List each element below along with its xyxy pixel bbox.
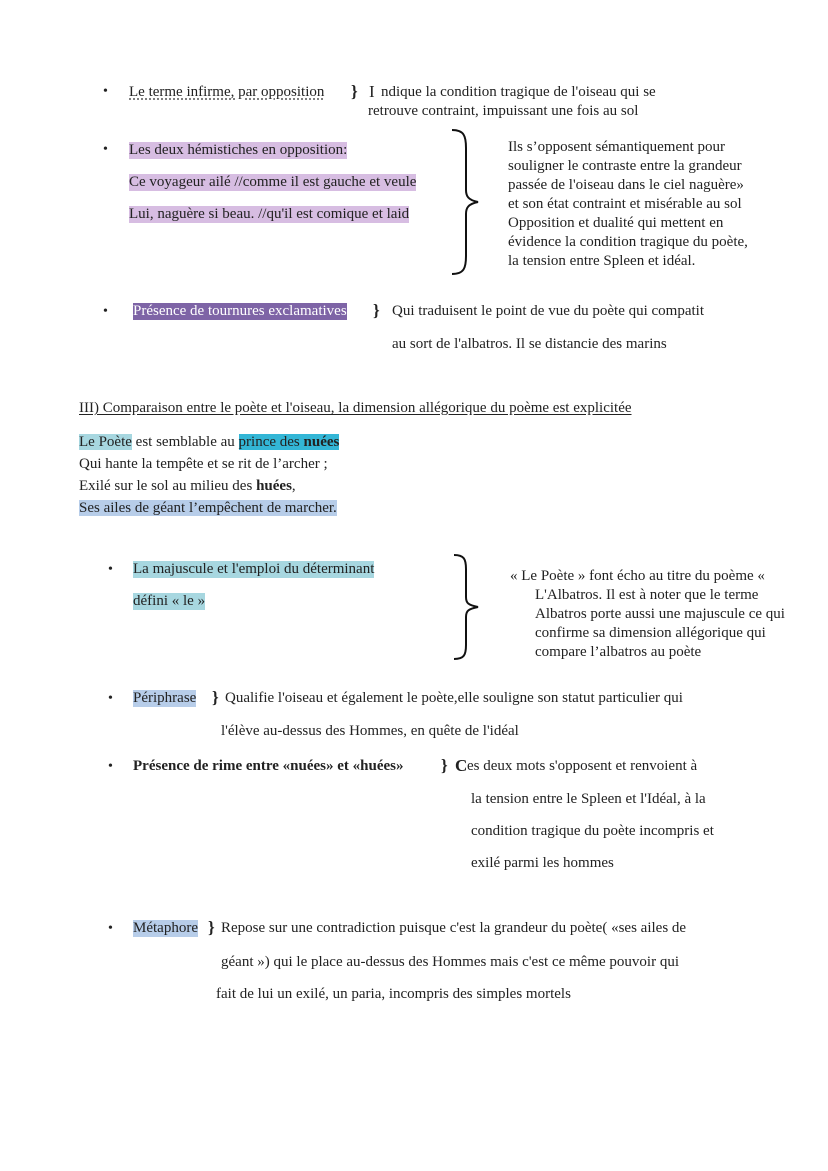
- periphrase-term: Périphrase: [133, 690, 197, 706]
- explanation-line: évidence la condition tragique du poète,: [508, 234, 748, 250]
- explanation-line: la tension entre le Spleen et l'Idéal, à la: [471, 791, 706, 807]
- majuscule-term: défini « le »: [133, 593, 206, 609]
- verse-line: Lui, naguère si beau. //qu'il est comique et laid: [129, 206, 410, 222]
- drop-letter: C: [455, 756, 468, 775]
- verse-line: Qui hante la tempête et se rit de l’archer ;: [79, 456, 328, 472]
- explanation-line: Qualifie l'oiseau et également le poète,elle souligne son statut particulier qui: [225, 690, 683, 706]
- brace-small: }: [212, 688, 219, 707]
- explanation-line: exilé parmi les hommes: [471, 855, 614, 871]
- explanation-line: es deux mots s'opposent et renvoient à: [467, 758, 698, 774]
- drop-letter: I: [369, 82, 375, 101]
- explanation-line: retrouve contraint, impuissant une fois au sol: [368, 103, 639, 119]
- bullet-marker: •: [108, 759, 113, 774]
- explanation-line: compare l’albatros au poète: [535, 644, 702, 660]
- explanation-line: L'Albatros. Il est à noter que le terme: [535, 587, 759, 603]
- majuscule-term: La majuscule et l'emploi du déterminant: [133, 561, 375, 577]
- explanation-line: l'élève au-dessus des Hommes, en quête de l'idéal: [221, 723, 519, 739]
- term-infirme: Le terme infirme, par opposition: [129, 84, 325, 100]
- explanation-line: géant ») qui le place au-dessus des Hommes mais c'est ce même pouvoir qui: [221, 954, 679, 970]
- brace-small: }: [441, 756, 448, 775]
- curly-brace-icon: [448, 128, 488, 276]
- explanation-line: fait de lui un exilé, un paria, incompris des simples mortels: [216, 986, 571, 1002]
- metaphore-term: Métaphore: [133, 920, 198, 936]
- explanation-line: Ils s’opposent sémantiquement pour: [508, 139, 726, 155]
- explanation-line: et son état contraint et misérable au sol: [508, 196, 742, 212]
- poem-stanza: [79, 431, 339, 519]
- majuscule-explanation: [510, 567, 785, 662]
- verse-line: Ses ailes de géant l’empêchent de marcher.: [79, 500, 337, 516]
- bullet-marker: •: [108, 562, 113, 577]
- explanation-line: Qui traduisent le point de vue du poète qui compatit: [392, 303, 705, 319]
- brace-small: }: [208, 918, 215, 937]
- section-heading: III) Comparaison entre le poète et l'oiseau, la dimension allégorique du poème est explicitée: [79, 400, 632, 416]
- brace-small: }: [351, 82, 358, 101]
- bullet-marker: •: [108, 691, 113, 706]
- curly-brace-icon: [450, 553, 490, 661]
- verse-line: Ce voyageur ailé //comme il est gauche et veule: [129, 174, 417, 190]
- hemistiches-title: Les deux hémistiches en opposition:: [129, 142, 348, 158]
- explanation-line: Opposition et dualité qui mettent en: [508, 215, 724, 231]
- hemistiches-explanation: [508, 138, 748, 271]
- verse-line: Exilé sur le sol au milieu des huées,: [79, 478, 296, 494]
- exclamatives-term: Présence de tournures exclamatives: [133, 303, 347, 319]
- verse-line: Le Poète est semblable au prince des nuées: [79, 434, 340, 450]
- explanation-line: condition tragique du poète incompris et: [471, 823, 714, 839]
- explanation-line: la tension entre Spleen et idéal.: [508, 253, 696, 269]
- brace-small: }: [373, 301, 380, 320]
- bullet-marker: •: [103, 142, 108, 157]
- bullet-marker: •: [103, 84, 108, 99]
- rime-term: Présence de rime entre «nuées» et «huées»: [133, 758, 404, 774]
- explanation-line: Albatros porte aussi une majuscule ce qui: [535, 606, 785, 622]
- explanation-line: passée de l'oiseau dans le ciel naguère»: [508, 177, 744, 193]
- explanation-line: « Le Poète » font écho au titre du poème «: [510, 568, 765, 584]
- explanation-line: confirme sa dimension allégorique qui: [535, 625, 766, 641]
- explanation-line: souligner le contraste entre la grandeur: [508, 158, 742, 174]
- explanation-line: au sort de l'albatros. Il se distancie des marins: [392, 336, 667, 352]
- explanation-line: Repose sur une contradiction puisque c'est la grandeur du poète( «ses ailes de: [221, 920, 687, 936]
- bullet-marker: •: [108, 921, 113, 936]
- explanation-line: ndique la condition tragique de l'oiseau qui se: [381, 84, 656, 100]
- bullet-marker: •: [103, 304, 108, 319]
